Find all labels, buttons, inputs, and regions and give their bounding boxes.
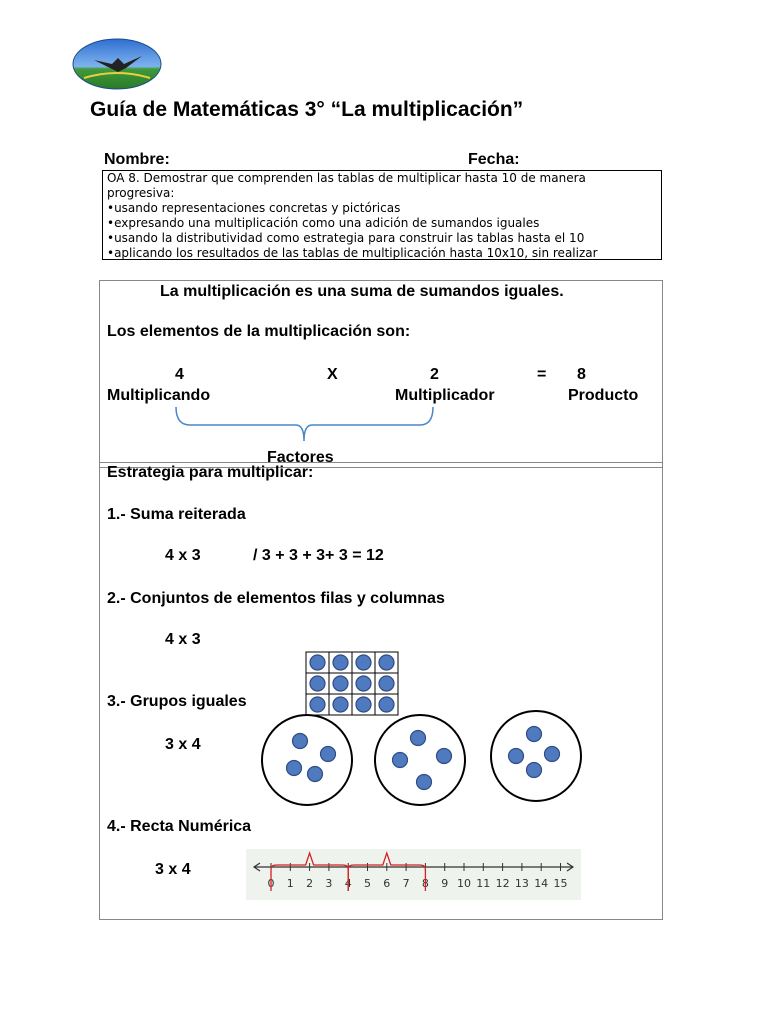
- number-line-label: 13: [514, 877, 529, 890]
- date-label: Fecha:: [468, 151, 520, 168]
- grid-dot: [310, 655, 325, 670]
- strategy-4-title: 4.- Recta Numérica: [107, 818, 252, 835]
- multiplier-label: Multiplicador: [395, 387, 495, 404]
- multiplicand-label: Multiplicando: [107, 387, 211, 404]
- name-label: Nombre:: [104, 151, 170, 168]
- strategy-4-expression: 3 x 4: [155, 861, 191, 878]
- product-label: Producto: [568, 387, 639, 404]
- grid-dot: [379, 676, 394, 691]
- group-dot: [417, 775, 432, 790]
- group-dot: [545, 747, 560, 762]
- grid-dot: [356, 655, 371, 670]
- group-dot: [411, 731, 426, 746]
- repeated-sum: / 3 + 3 + 3+ 3 = 12: [253, 547, 384, 564]
- group-dot: [437, 749, 452, 764]
- group-dot: [509, 749, 524, 764]
- strategy-2-title: 2.- Conjuntos de elementos filas y columnas: [107, 590, 445, 607]
- number-line-label: 12: [495, 877, 510, 890]
- grid-dot: [379, 655, 394, 670]
- number-line-label: 0: [267, 877, 275, 890]
- group-dot: [321, 747, 336, 762]
- page-title: Guía de Matemáticas 3° “La multiplicación”: [90, 98, 524, 121]
- objective-line: OA 8. Demostrar que comprenden las tablas de multiplicar hasta 10 de manera: [107, 171, 586, 185]
- number-line-label: 9: [441, 877, 449, 890]
- objective-line: •aplicando los resultados de las tablas de multiplicación hasta 10x10, sin realizar: [107, 246, 598, 260]
- number-line-label: 5: [364, 877, 371, 890]
- group-circle: [262, 715, 352, 805]
- strategy-1-expression: 4 x 3: [165, 547, 201, 564]
- number-line-label: 14: [534, 877, 549, 890]
- strategy-1-title: 1.- Suma reiterada: [107, 506, 246, 523]
- intro-text: La multiplicación es una suma de sumandos iguales.: [160, 283, 564, 300]
- number-line-label: 2: [306, 877, 314, 890]
- group-dot: [527, 727, 542, 742]
- equal-groups: [260, 708, 590, 810]
- grid-dot: [333, 676, 348, 691]
- number-line-label: 7: [402, 877, 410, 890]
- number-line-label: 8: [421, 877, 429, 890]
- equals-sign: =: [537, 366, 547, 383]
- grid-dot: [356, 676, 371, 691]
- group-circle: [375, 715, 465, 805]
- factors-label: Factores: [267, 449, 334, 466]
- objective-line: •usando la distributividad como estrategia para construir las tablas hasta el 10: [107, 231, 585, 245]
- group-dot: [293, 734, 308, 749]
- number-line: [246, 849, 581, 900]
- number-line-label: 4: [344, 877, 352, 890]
- product-value: 8: [577, 366, 586, 383]
- factors-brace: [170, 405, 440, 445]
- group-dot: [287, 761, 302, 776]
- number-line-background: [246, 849, 581, 900]
- group-dot: [308, 767, 323, 782]
- group-circle: [491, 711, 581, 801]
- number-line-label: 3: [325, 877, 333, 890]
- number-line-label: 10: [457, 877, 471, 890]
- number-line-label: 15: [553, 877, 568, 890]
- school-logo: [72, 38, 162, 90]
- strategy-2-expression: 4 x 3: [165, 631, 201, 648]
- group-dot: [393, 753, 408, 768]
- multiplier-value: 2: [430, 366, 439, 383]
- number-line-label: 1: [286, 877, 294, 890]
- objectives-box: [102, 170, 662, 260]
- number-line-label: 6: [383, 877, 391, 890]
- strategies-heading: Estrategia para multiplicar:: [107, 464, 314, 481]
- number-line-label: 11: [476, 877, 491, 890]
- strategy-3-title: 3.- Grupos iguales: [107, 693, 247, 710]
- objective-line: •usando representaciones concretas y pictóricas: [107, 201, 401, 215]
- objective-line: progresiva:: [107, 186, 175, 200]
- group-dot: [527, 763, 542, 778]
- multiplicand-value: 4: [175, 366, 184, 383]
- elements-heading: Los elementos de la multiplicación son:: [107, 323, 411, 340]
- strategy-3-expression: 3 x 4: [165, 736, 201, 753]
- grid-dot: [333, 655, 348, 670]
- objective-line: •expresando una multiplicación como una adición de sumandos iguales: [107, 216, 540, 230]
- grid-dot: [310, 676, 325, 691]
- operator-x: X: [327, 366, 338, 383]
